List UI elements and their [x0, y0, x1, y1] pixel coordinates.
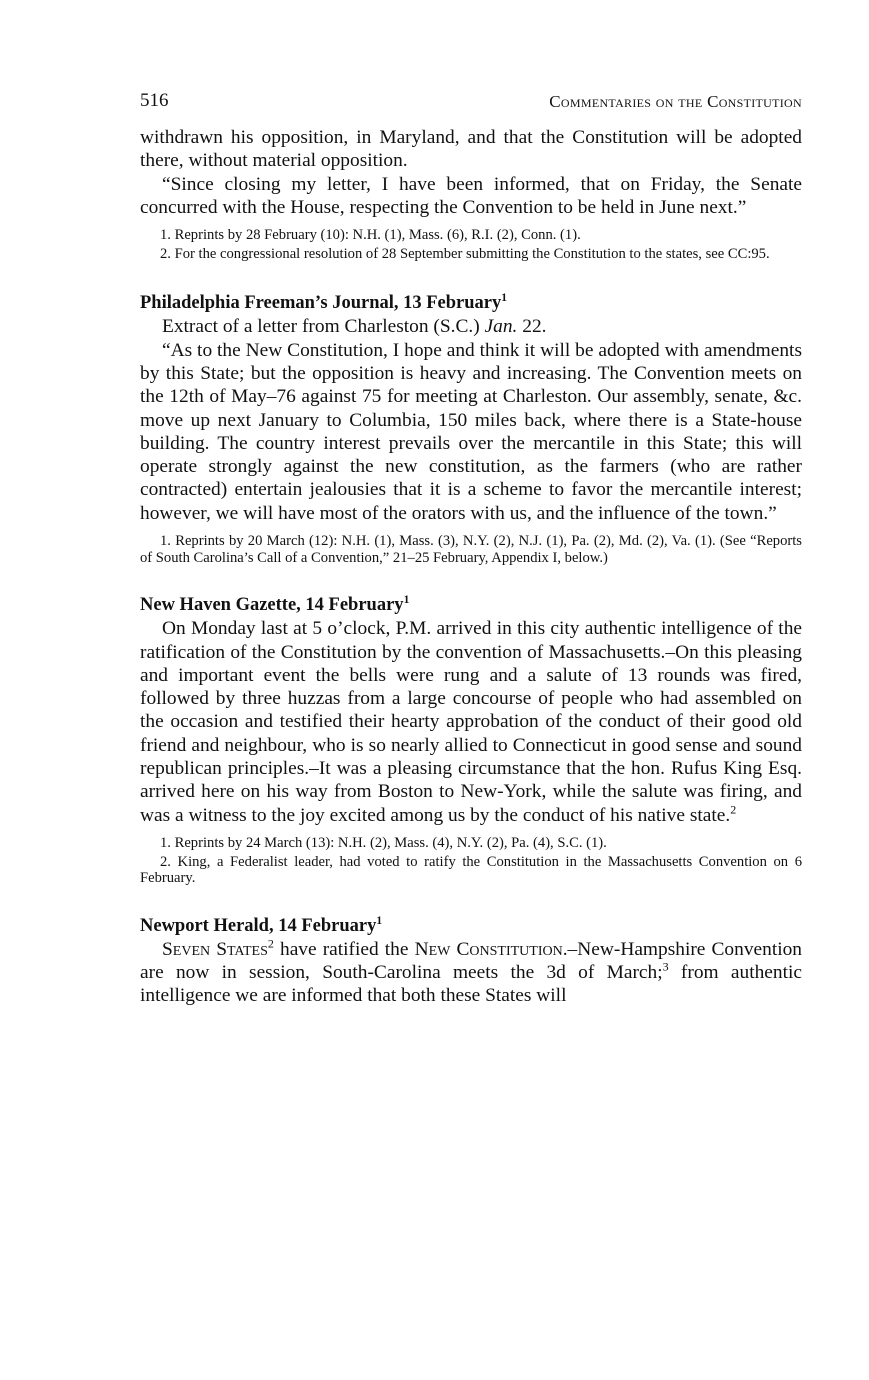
footnote: 1. Reprints by 24 March (13): N.H. (2), Mass. (4), N.Y. (2), Pa. (4), S.C. (1). — [160, 834, 607, 851]
section-heading-freemans-journal: Philadelphia Freeman’s Journal, 13 February$^1$ — [140, 292, 507, 314]
section-heading-newport-herald: Newport Herald, 14 February$^1$ — [140, 914, 383, 936]
book-page — [140, 90, 802, 1008]
footnote-marker: 1 — [376, 914, 383, 927]
footnote-marker: 1 — [403, 594, 410, 607]
intro-paragraph-2: “Since closing my letter, I have been informed, that on Friday, the Senate concurred with the House, respecting the Convention to be held in June next.” — [140, 173, 802, 218]
intro-footnotes — [140, 227, 802, 262]
extract-line: Extract of a letter from Charleston (S.C.) Jan. 22. — [162, 316, 547, 338]
page-number: 516 — [140, 90, 169, 111]
running-head — [140, 90, 802, 126]
newport-paragraph: Seven States$^2$ have ratified the New Constitution.–New-Hampshire Convention are now in session, South-Carolina meets the 3d of March;$^3$ from authentic intelligence we are informed that both these States will — [140, 936, 802, 1007]
footnote: 1. Reprints by 28 February (10): N.H. (1), Mass. (6), R.I. (2), Conn. (1). — [160, 227, 581, 244]
footnote-marker: 1 — [501, 292, 507, 305]
freemans-footnotes — [140, 533, 802, 566]
section-heading-new-haven-gazette: New Haven Gazette, 14 February$^1$ — [140, 594, 410, 616]
footnote: 2. King, a Federalist leader, had voted to ratify the Constitution in the Massachusetts Convention on 6 February. — [140, 853, 802, 887]
intro-paragraph-1: withdrawn his opposition, in Maryland, and that the Constitution will be adopted there, without material opposition. — [140, 127, 802, 172]
footnote-marker: 2 — [730, 802, 737, 817]
new-haven-paragraph: On Monday last at 5 o’clock, P.M. arrived in this city authentic intelligence of the ratification of the Constitution by the convention of Massachusetts.–On this pleasing and important event the bells were rung and a salute of 13 rounds was fired, followed by three huzzas from a large concourse of people who had assembled on the occasion and testified their hearty approbation of the conduct of their good old friend and neighbour, who is so nearly allied to Connecticut in good sense and sound republican principles.–It was a pleasing circumstance that the hon. Rufus King Esq. arrived here on his way from Boston to New-York, while the salute was firing, and was a witness to the joy excited among us by the conduct of his native state.$^2$ — [140, 618, 802, 826]
footnote: 2. For the congressional resolution of 28 September submitting the Constitution to the states, see CC:95. — [160, 245, 770, 262]
footnote: 1. Reprints by 20 March (12): N.H. (1), Mass. (3), N.Y. (2), N.J. (1), Pa. (2), Md. (2), Va. (1). (See “Reports of South Carolina’s Call of a Convention,” 21–25 February, Appendix I, below.) — [140, 533, 802, 566]
freemans-paragraph: “As to the New Constitution, I hope and think it will be adopted with amendments by this State; but the opposition is heavy and increasing. The Convention meets on the 12th of May–76 against 75 for meeting at Charleston. Our assembly, senate, &c. move up next January to Columbia, 150 miles back, where there is a State-house building. The country interest prevails over the mercantile in this State; this will operate strongly against the new constitution, as the farmers (who are rather contracted) entertain jealousies that it is a scheme to favor the mercantile interest; however, we will have most of the orators with us, and the influence of the town.” — [140, 339, 802, 524]
running-title: Commentaries on the Constitution — [549, 92, 802, 111]
new-haven-footnotes — [140, 835, 802, 887]
